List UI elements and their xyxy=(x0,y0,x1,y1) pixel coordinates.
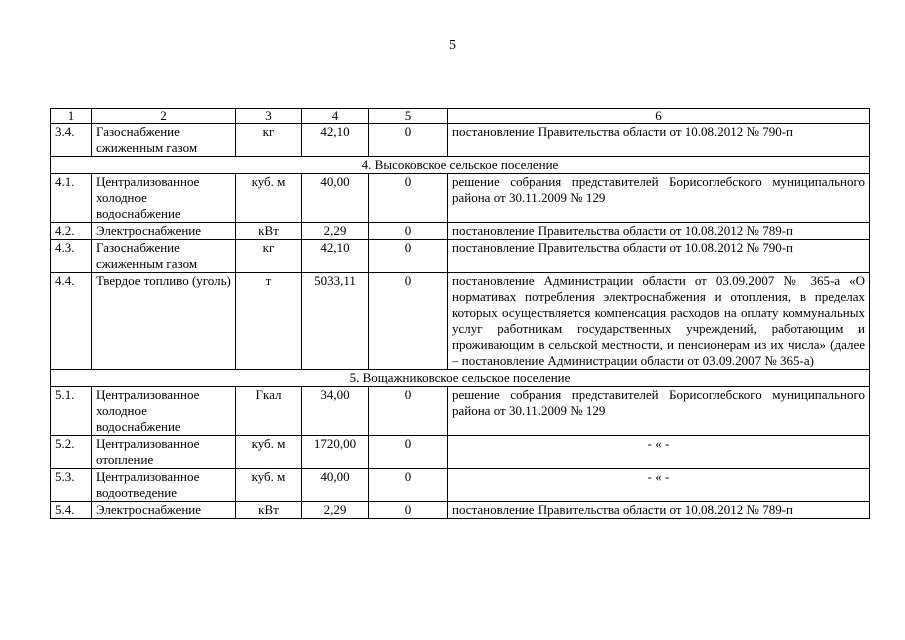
legal-basis: - « - xyxy=(448,469,870,502)
norm-value: 40,00 xyxy=(302,174,369,223)
column-5-value: 0 xyxy=(369,174,448,223)
service-name: Твердое топливо (уголь) xyxy=(92,273,236,370)
row-number: 4.3. xyxy=(51,240,92,273)
column-header-1: 1 xyxy=(51,109,92,124)
service-name: Централизованное отопление xyxy=(92,436,236,469)
legal-basis: постановление Правительства области от 10.08.2012 № 789-п xyxy=(448,502,870,519)
service-name: Газоснабжение сжиженным газом xyxy=(92,124,236,157)
norm-value: 1720,00 xyxy=(302,436,369,469)
section-title: 5. Вощажниковское сельское поселение xyxy=(51,370,870,387)
row-number: 4.1. xyxy=(51,174,92,223)
norms-table xyxy=(50,108,870,519)
table-row xyxy=(51,502,870,519)
column-5-value: 0 xyxy=(369,124,448,157)
legal-basis: постановление Правительства области от 10.08.2012 № 790-п xyxy=(448,240,870,273)
column-header-4: 4 xyxy=(302,109,369,124)
column-5-value: 0 xyxy=(369,273,448,370)
column-header-6: 6 xyxy=(448,109,870,124)
unit-of-measure: кВт xyxy=(236,502,302,519)
table-row xyxy=(51,469,870,502)
column-5-value: 0 xyxy=(369,469,448,502)
column-5-value: 0 xyxy=(369,223,448,240)
unit-of-measure: куб. м xyxy=(236,174,302,223)
norm-value: 42,10 xyxy=(302,124,369,157)
service-name: Электроснабжение xyxy=(92,223,236,240)
unit-of-measure: т xyxy=(236,273,302,370)
legal-basis: постановление Администрации области от 03.09.2007 № 365-а «О нормативах потребления электроснабжения и отопления, в пределах которых осуществляется компенсация расходов на оплату коммунальных услуг работникам государственных учреждений, работающим и проживающим в сельской местности, и пенсионерам из их числа» (далее – постановление Администрации области от 03.09.2007 № 365-а) xyxy=(448,273,870,370)
service-name: Централизованное холодное водоснабжение xyxy=(92,387,236,436)
unit-of-measure: Гкал xyxy=(236,387,302,436)
column-header-5: 5 xyxy=(369,109,448,124)
row-number: 4.2. xyxy=(51,223,92,240)
table-row xyxy=(51,174,870,223)
row-number: 5.2. xyxy=(51,436,92,469)
row-number: 3.4. xyxy=(51,124,92,157)
legal-basis: решение собрания представителей Борисоглебского муниципального района от 30.11.2009 № 129 xyxy=(448,387,870,436)
section-row xyxy=(51,370,870,387)
unit-of-measure: кг xyxy=(236,124,302,157)
legal-basis: постановление Правительства области от 10.08.2012 № 789-п xyxy=(448,223,870,240)
column-header-3: 3 xyxy=(236,109,302,124)
norm-value: 42,10 xyxy=(302,240,369,273)
norm-value: 34,00 xyxy=(302,387,369,436)
legal-basis: постановление Правительства области от 10.08.2012 № 790-п xyxy=(448,124,870,157)
unit-of-measure: кг xyxy=(236,240,302,273)
table-header-row xyxy=(51,109,870,124)
table-row xyxy=(51,223,870,240)
column-5-value: 0 xyxy=(369,240,448,273)
row-number: 5.3. xyxy=(51,469,92,502)
table-row xyxy=(51,273,870,370)
table-row xyxy=(51,240,870,273)
row-number: 5.1. xyxy=(51,387,92,436)
column-5-value: 0 xyxy=(369,502,448,519)
service-name: Централизованное водоотведение xyxy=(92,469,236,502)
section-title: 4. Высоковское сельское поселение xyxy=(51,157,870,174)
table-row xyxy=(51,387,870,436)
legal-basis: решение собрания представителей Борисоглебского муниципального района от 30.11.2009 № 129 xyxy=(448,174,870,223)
legal-basis: - « - xyxy=(448,436,870,469)
norm-value: 5033,11 xyxy=(302,273,369,370)
row-number: 5.4. xyxy=(51,502,92,519)
table-row xyxy=(51,436,870,469)
service-name: Централизованное холодное водоснабжение xyxy=(92,174,236,223)
service-name: Электроснабжение xyxy=(92,502,236,519)
page-number: 5 xyxy=(449,38,456,53)
table-row xyxy=(51,124,870,157)
column-5-value: 0 xyxy=(369,436,448,469)
norm-value: 2,29 xyxy=(302,223,369,240)
unit-of-measure: куб. м xyxy=(236,436,302,469)
row-number: 4.4. xyxy=(51,273,92,370)
column-5-value: 0 xyxy=(369,387,448,436)
unit-of-measure: куб. м xyxy=(236,469,302,502)
norm-value: 40,00 xyxy=(302,469,369,502)
norm-value: 2,29 xyxy=(302,502,369,519)
section-row xyxy=(51,157,870,174)
unit-of-measure: кВт xyxy=(236,223,302,240)
column-header-2: 2 xyxy=(92,109,236,124)
service-name: Газоснабжение сжиженным газом xyxy=(92,240,236,273)
table-body xyxy=(51,124,870,519)
